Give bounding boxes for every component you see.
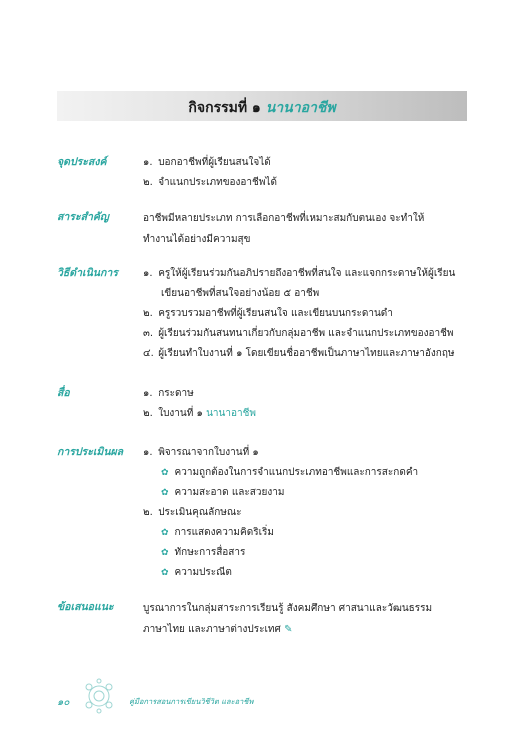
list-item: ๑. กระดาษ — [143, 388, 194, 399]
footer — [57, 689, 357, 713]
bullet-item: ✿ ความถูกต้องในการจำแนกประเภทอาชีพและการสะกดคำ — [161, 467, 419, 478]
list-item: ๑. บอกอาชีพที่ผู้เรียนสนใจได้ — [143, 157, 271, 168]
evaluation-label: การประเมินผล — [57, 446, 124, 458]
bullet-item: ✿ ความประณีต — [161, 567, 232, 578]
activity-title-name: นานาอาชีพ — [265, 100, 336, 116]
bullet-item: ✿ ความสะอาด และสวยงาม — [161, 487, 285, 498]
list-item: ๓. ผู้เรียนร่วมกันสนทนาเกี่ยวกับกลุ่มอาชีพ และจำแนกประเภทของอาชีพ — [143, 328, 454, 339]
objective-label: จุดประสงค์ — [57, 156, 107, 168]
title-bar — [57, 91, 467, 121]
list-item: ๒. ใบงานที่ ๑ นานาอาชีพ — [143, 408, 256, 419]
media-label: สื่อ — [57, 387, 70, 399]
essence-line: อาชีพมีหลายประเภท การเลือกอาชีพที่เหมาะสมกับตนเอง จะทำให้ — [143, 213, 425, 224]
ornament-icon — [79, 677, 119, 715]
footer-text: คู่มือการสอนการเขียนวิชีวิต และอาชีพ — [129, 697, 254, 706]
suggestion-line: ภาษาไทย และภาษาต่างประเทศ ✎ — [143, 624, 293, 635]
bullet-item: ✿ ทักษะการสื่อสาร — [161, 547, 246, 558]
activity-title-prefix: กิจกรรมที่ ๑ — [188, 100, 261, 116]
list-item: ๑. ครูให้ผู้เรียนร่วมกันอภิปรายถึงอาชีพที่สนใจ และแจกกระดาษให้ผู้เรียน — [143, 268, 456, 279]
suggestion-line: บูรณาการในกลุ่มสาระการเรียนรู้ สังคมศึกษา ศาสนาและวัฒนธรรม — [143, 603, 433, 614]
essence-label: สาระสำคัญ — [57, 211, 109, 223]
essence-line: ทำงานได้อย่างมีความสุข — [143, 234, 251, 245]
flower-bullet-icon: ✿ — [161, 528, 169, 538]
suggestion-label: ข้อเสนอแนะ — [57, 601, 114, 613]
flower-bullet-icon: ✿ — [161, 548, 169, 558]
list-item-continuation: เขียนอาชีพที่สนใจอย่างน้อย ๕ อาชีพ — [161, 288, 320, 299]
procedure-label: วิธีดำเนินการ — [57, 267, 118, 279]
list-item: ๒. ครูรวบรวมอาชีพที่ผู้เรียนสนใจ และเขียนบนกระดานดำ — [143, 308, 393, 319]
activity-title — [57, 97, 467, 119]
list-item: ๒. ประเมินคุณลักษณะ — [143, 507, 242, 518]
flourish-icon: ✎ — [284, 624, 293, 635]
flower-bullet-icon: ✿ — [161, 488, 169, 498]
list-item: ๔. ผู้เรียนทำใบงานที่ ๑ โดยเขียนชื่ออาชีพเป็นภาษาไทยและภาษาอังกฤษ — [143, 348, 455, 359]
flower-bullet-icon: ✿ — [161, 468, 169, 478]
flower-bullet-icon: ✿ — [161, 568, 169, 578]
list-item: ๑. พิจารณาจากใบงานที่ ๑ — [143, 447, 259, 458]
list-item: ๒. จำแนกประเภทของอาชีพได้ — [143, 177, 277, 188]
bullet-item: ✿ การแสดงความคิดริเริ่ม — [161, 527, 274, 538]
worksheet-name: นานาอาชีพ — [206, 408, 256, 419]
page-number: ๑๐ — [57, 697, 70, 708]
